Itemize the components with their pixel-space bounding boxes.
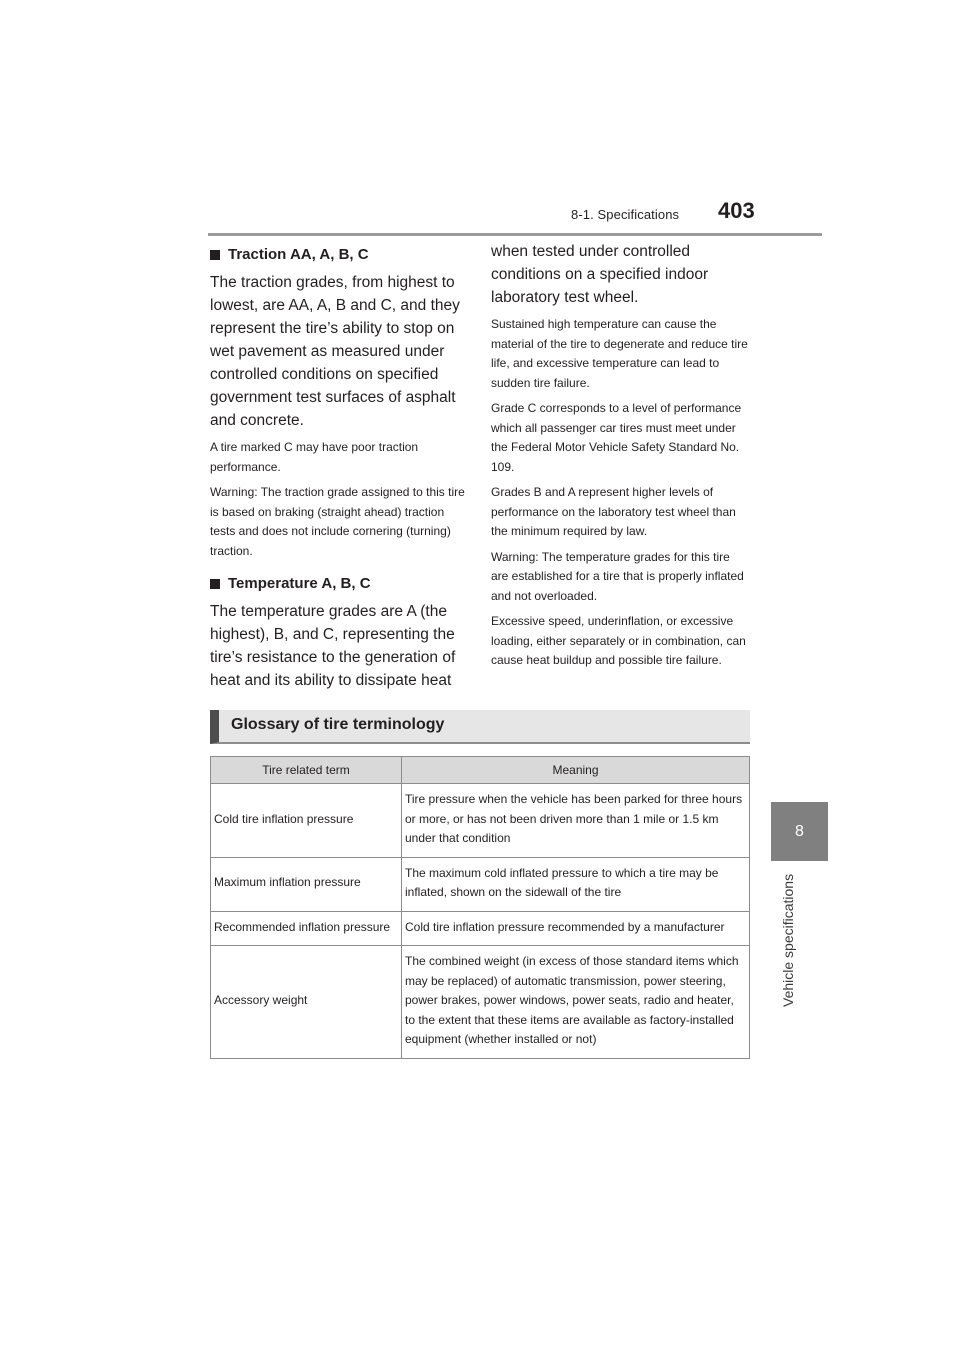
temperature-paragraph: The temperature grades are A (the highest), B, and C, representing the tire’s resistance to the generation of heat and its ability to dissipate heat xyxy=(210,603,456,689)
term-cell: Maximum inflation pressure xyxy=(211,857,402,911)
traction-heading-text: Traction AA, A, B, C xyxy=(228,246,369,263)
temperature-paragraph-continued: when tested under controlled conditions on a specified indoor laboratory test wheel. xyxy=(491,243,709,306)
temperature-note-1: Sustained high temperature can cause the material of the tire to degenerate and reduce tire life, and excessive temperature can lead to sudden tire failure. xyxy=(491,317,748,390)
term-cell: Recommended inflation pressure xyxy=(211,911,402,946)
table-row xyxy=(211,784,750,858)
temperature-heading-text: Temperature A, B, C xyxy=(228,575,371,592)
column-header-term: Tire related term xyxy=(211,757,402,784)
right-column xyxy=(491,240,749,677)
chapter-label: Vehicle specifications xyxy=(780,873,796,1007)
term-cell: Accessory weight xyxy=(211,946,402,1059)
meaning-cell: The maximum cold inflated pressure to which a tire may be inflated, shown on the sidewall of the tire xyxy=(402,857,750,911)
table-header-row xyxy=(211,757,750,784)
table-row xyxy=(211,857,750,911)
glossary-heading-bar xyxy=(210,710,750,744)
page-number: 403 xyxy=(718,198,755,223)
traction-heading xyxy=(210,246,465,263)
square-bullet-icon xyxy=(210,579,220,589)
traction-note-2: Warning: The traction grade assigned to this tire is based on braking (straight ahead) traction tests and does not include cornering (turning) traction. xyxy=(210,485,465,558)
square-bullet-icon xyxy=(210,250,220,260)
header-divider xyxy=(208,233,822,236)
meaning-cell: The combined weight (in excess of those standard items which may be replaced) of automatic transmission, power steering, power brakes, power windows, power seats, radio and heater, to the extent that these items are available as factory-installed equipment (whether installed or not) xyxy=(402,946,750,1059)
chapter-number: 8 xyxy=(795,822,804,840)
meaning-cell: Cold tire inflation pressure recommended by a manufacturer xyxy=(402,911,750,946)
traction-paragraph: The traction grades, from highest to lowest, are AA, A, B and C, and they represent the tire’s ability to stop on wet pavement as measured under controlled conditions on specified government test surfaces of asphalt and concrete. xyxy=(210,274,460,429)
traction-note-1: A tire marked C may have poor traction performance. xyxy=(210,440,419,474)
temperature-heading xyxy=(210,575,465,592)
left-column xyxy=(210,240,465,698)
glossary-table xyxy=(210,756,750,1059)
temperature-note-5: Excessive speed, underinflation, or excessive loading, either separately or in combination, can cause heat buildup and possible tire failure. xyxy=(491,614,746,667)
meaning-cell: Tire pressure when the vehicle has been parked for three hours or more, or has not been driven more than 1 mile or 1.5 km under that condition xyxy=(402,784,750,858)
glossary-title: Glossary of tire terminology xyxy=(231,716,445,733)
column-header-meaning: Meaning xyxy=(402,757,750,784)
table-row xyxy=(211,911,750,946)
temperature-note-4: Warning: The temperature grades for this tire are established for a tire that is properly inflated and not overloaded. xyxy=(491,549,744,603)
temperature-note-3: Grades B and A represent higher levels of performance on the laboratory test wheel than the minimum required by law. xyxy=(491,485,736,538)
term-cell: Cold tire inflation pressure xyxy=(211,784,402,858)
section-title: 8-1. Specifications xyxy=(571,207,680,222)
table-row xyxy=(211,946,750,1059)
temperature-note-2: Grade C corresponds to a level of performance which all passenger car tires must meet under the Federal Motor Vehicle Safety Standard No. 109. xyxy=(491,401,742,474)
